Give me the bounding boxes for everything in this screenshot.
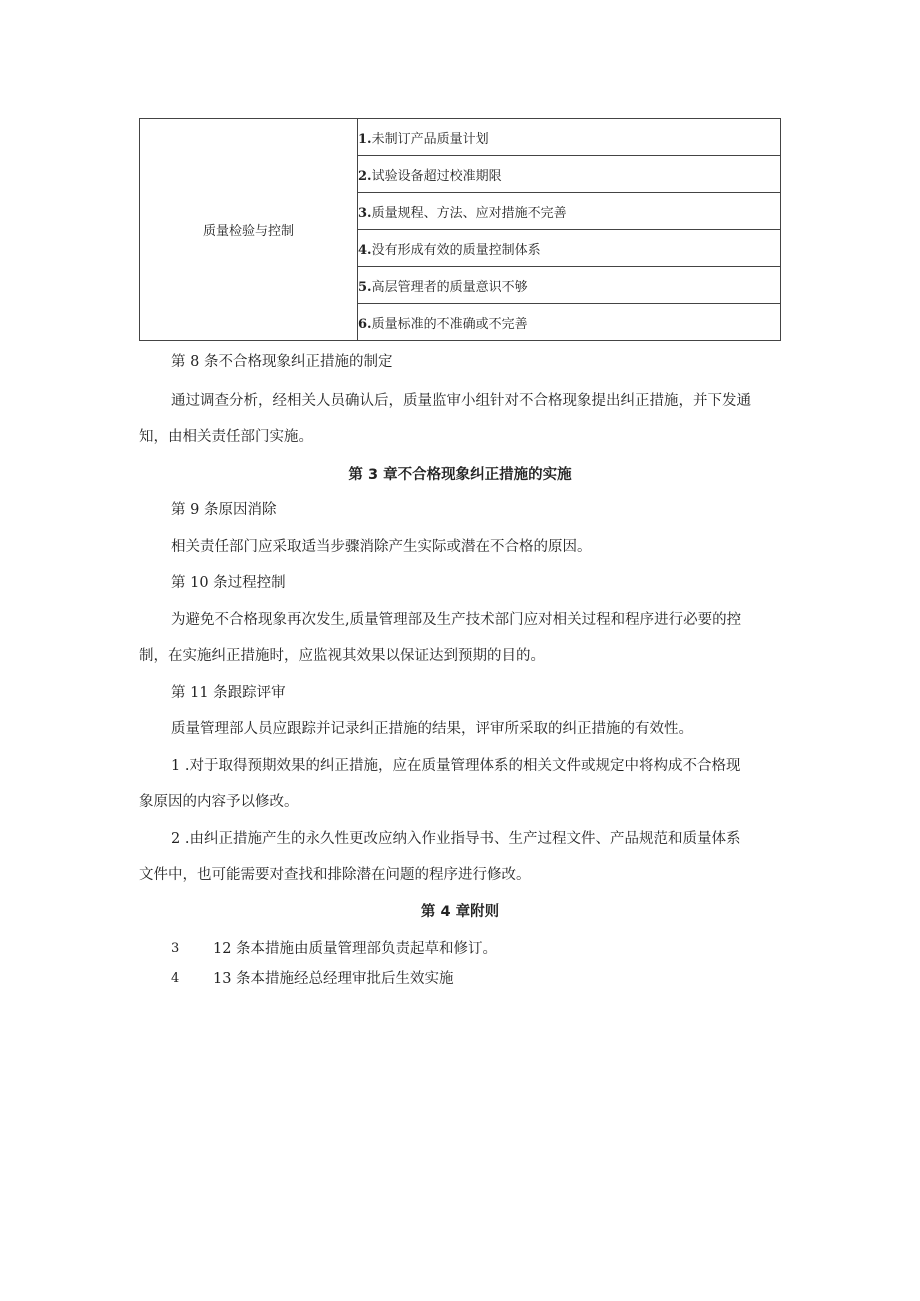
appendix-item-number: 4 xyxy=(171,971,180,986)
article-10-title: 第 10 条过程控制 xyxy=(171,575,286,591)
article-11-para: 质量管理部人员应跟踪并记录纠正措施的结果，评审所采取的纠正措施的有效性。 xyxy=(171,721,693,737)
quality-causes-table xyxy=(139,118,781,341)
article-10-para-line1: 为避免不合格现象再次发生,质量管理部及生产技术部门应对相关过程和程序进行必要的控 xyxy=(171,612,742,628)
table-row: 2.试验设备超过校准期限 xyxy=(358,156,781,193)
article-10-para-line2: 制，在实施纠正措施时，应监视其效果以保证达到预期的目的。 xyxy=(139,648,545,664)
list-item-1-line2: 象原因的内容予以修改。 xyxy=(139,794,299,810)
list-item-1-line1: 1 .对于取得预期效果的纠正措施，应在质量管理体系的相关文件或规定中将构成不合格现 xyxy=(171,758,741,774)
table-row: 4.没有形成有效的质量控制体系 xyxy=(358,230,781,267)
appendix-item-text: 12 条本措施由质量管理部负责起草和修订。 xyxy=(213,941,498,957)
chapter-4-heading: 第 4 章附则 xyxy=(420,904,500,920)
chapter-3-heading: 第 3 章不合格现象纠正措施的实施 xyxy=(348,467,572,483)
article-8-para-line1: 通过调查分析，经相关人员确认后，质量监审小组针对不合格现象提出纠正措施，并下发通 xyxy=(171,393,751,409)
appendix-item-number: 3 xyxy=(171,941,180,956)
category-cell: 质量检验与控制 xyxy=(140,119,358,341)
table-row: 5.高层管理者的质量意识不够 xyxy=(358,267,781,304)
table-row: 3.质量规程、方法、应对措施不完善 xyxy=(358,193,781,230)
article-8-title: 第 8 条不合格现象纠正措施的制定 xyxy=(171,354,393,370)
list-item-2-line2: 文件中，也可能需要对查找和排除潜在问题的程序进行修改。 xyxy=(139,867,531,883)
table-row: 6.质量标准的不准确或不完善 xyxy=(358,304,781,341)
article-11-title: 第 11 条跟踪评审 xyxy=(171,685,286,701)
appendix-item-text: 13 条本措施经总经理审批后生效实施 xyxy=(213,971,454,987)
article-9-para: 相关责任部门应采取适当步骤消除产生实际或潜在不合格的原因。 xyxy=(171,539,592,555)
article-9-title: 第 9 条原因消除 xyxy=(171,502,277,518)
list-item-2-line1: 2 .由纠正措施产生的永久性更改应纳入作业指导书、生产过程文件、产品规范和质量体系 xyxy=(171,831,741,847)
article-8-para-line2: 知，由相关责任部门实施。 xyxy=(139,429,313,445)
table-row: 1.未制订产品质量计划 xyxy=(358,119,781,156)
